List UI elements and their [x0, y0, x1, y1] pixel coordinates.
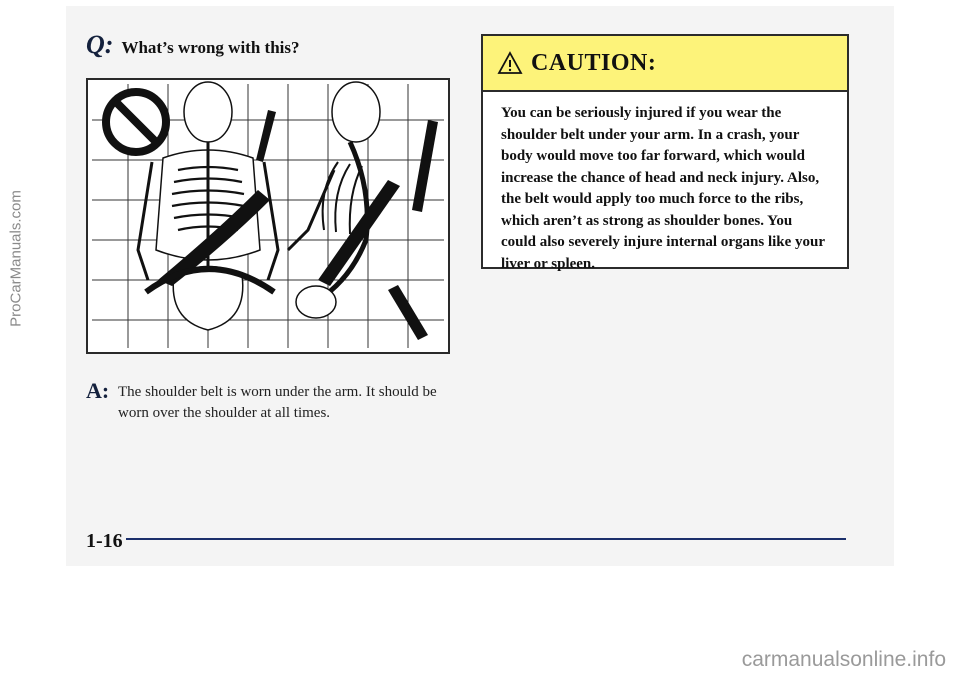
caution-box [481, 34, 849, 272]
page-number: 1-16 [86, 530, 123, 552]
question [86, 30, 300, 60]
caution-text: You can be seriously injured if you wear the shoulder belt under your arm. In a crash, your body would move too far forward, which would increase the chance of head and neck injury. Also, the belt would apply too much force to the ribs, which aren’t as strong as shoulder bones. You could also severely injure internal organs like your liver or spleen. [501, 105, 825, 272]
footer-rule [126, 538, 846, 540]
seatbelt-illustration [86, 78, 450, 354]
caution-header [483, 36, 847, 92]
belt-under-arm-side [318, 180, 400, 286]
caution-title: CAUTION: [531, 49, 657, 76]
skeleton-diagram [88, 80, 448, 352]
question-text: What’s wrong with this? [121, 38, 300, 57]
bottom-watermark: carmanualsonline.info [741, 648, 946, 671]
answer-text: The shoulder belt is worn under the arm. It should be worn over the shoulder at all times. [118, 384, 437, 421]
question-mark: Q: [86, 30, 114, 59]
answer-mark: A: [86, 378, 110, 403]
shoulder-belt-side [412, 120, 438, 212]
shoulder-belt-front [256, 110, 276, 162]
side-watermark: ProCarManuals.com [7, 190, 25, 327]
answer [86, 380, 456, 424]
warning-triangle-icon [497, 51, 523, 75]
prohibited-icon [106, 92, 166, 152]
